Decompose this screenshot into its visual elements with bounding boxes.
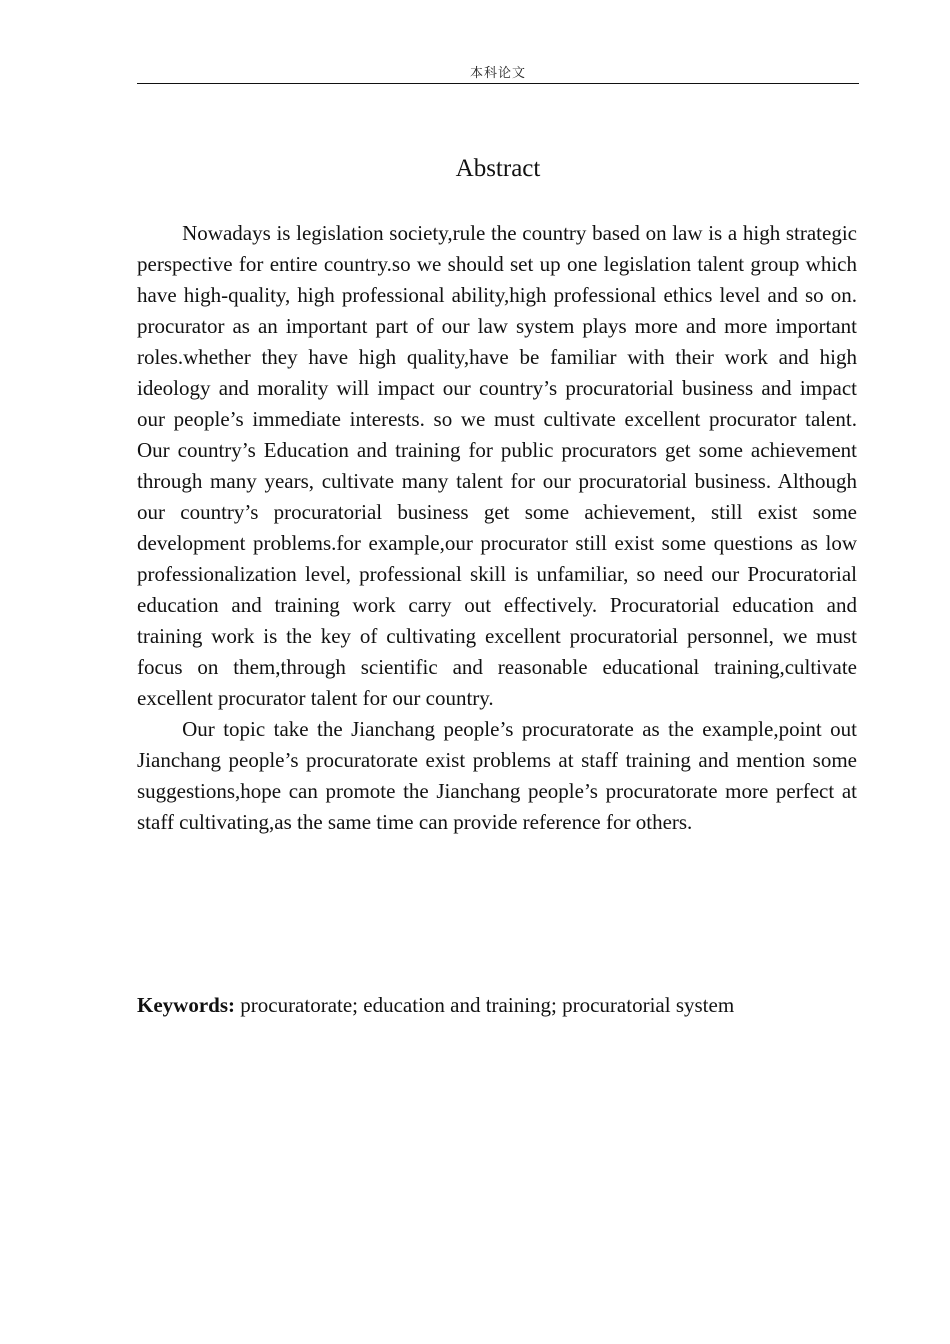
keywords-label: Keywords: xyxy=(137,993,235,1017)
keywords-text: procuratorate; education and training; procuratorial system xyxy=(240,993,735,1017)
abstract-body xyxy=(137,218,857,838)
running-header: 本科论文 xyxy=(469,65,526,80)
keywords-line xyxy=(137,990,857,1021)
abstract-paragraph-2: Our topic take the Jianchang people’s procuratorate as the example,point out Jianchang people’s procuratorate exist problems at staff training and mention some suggestions,hope can promote the Jianchang people’s procuratorate more perfect at staff cultivating,as the same time can provide reference for others. xyxy=(137,717,857,834)
abstract-title: Abstract xyxy=(455,155,541,182)
header-divider xyxy=(137,83,859,84)
abstract-paragraph-1: Nowadays is legislation society,rule the country based on law is a high strategic perspective for entire country.so we should set up one legislation talent group which have high-quality, high professional ability,high professional ethics level and so on. procurator as an important part of our law system plays more and more important roles.whether they have high quality,have be familiar with their work and high ideology and morality will impact our country’s procuratorial business and impact our people’s immediate interests. so we must cultivate excellent procurator talent. Our country’s Education and training for public procurators get some achievement through many years, cultivate many talent for our procuratorial business. Although our country’s procuratorial business get some achievement, still exist some development problems.for example,our procurator still exist some questions as low professionalization level, professional skill is unfamiliar, so need our Procuratorial education and training work carry out effectively. Procuratorial education and training work is the key of cultivating excellent procuratorial personnel, we must focus on them,through scientific and reasonable educational training,cultivate excellent procurator talent for our country. xyxy=(137,221,857,710)
